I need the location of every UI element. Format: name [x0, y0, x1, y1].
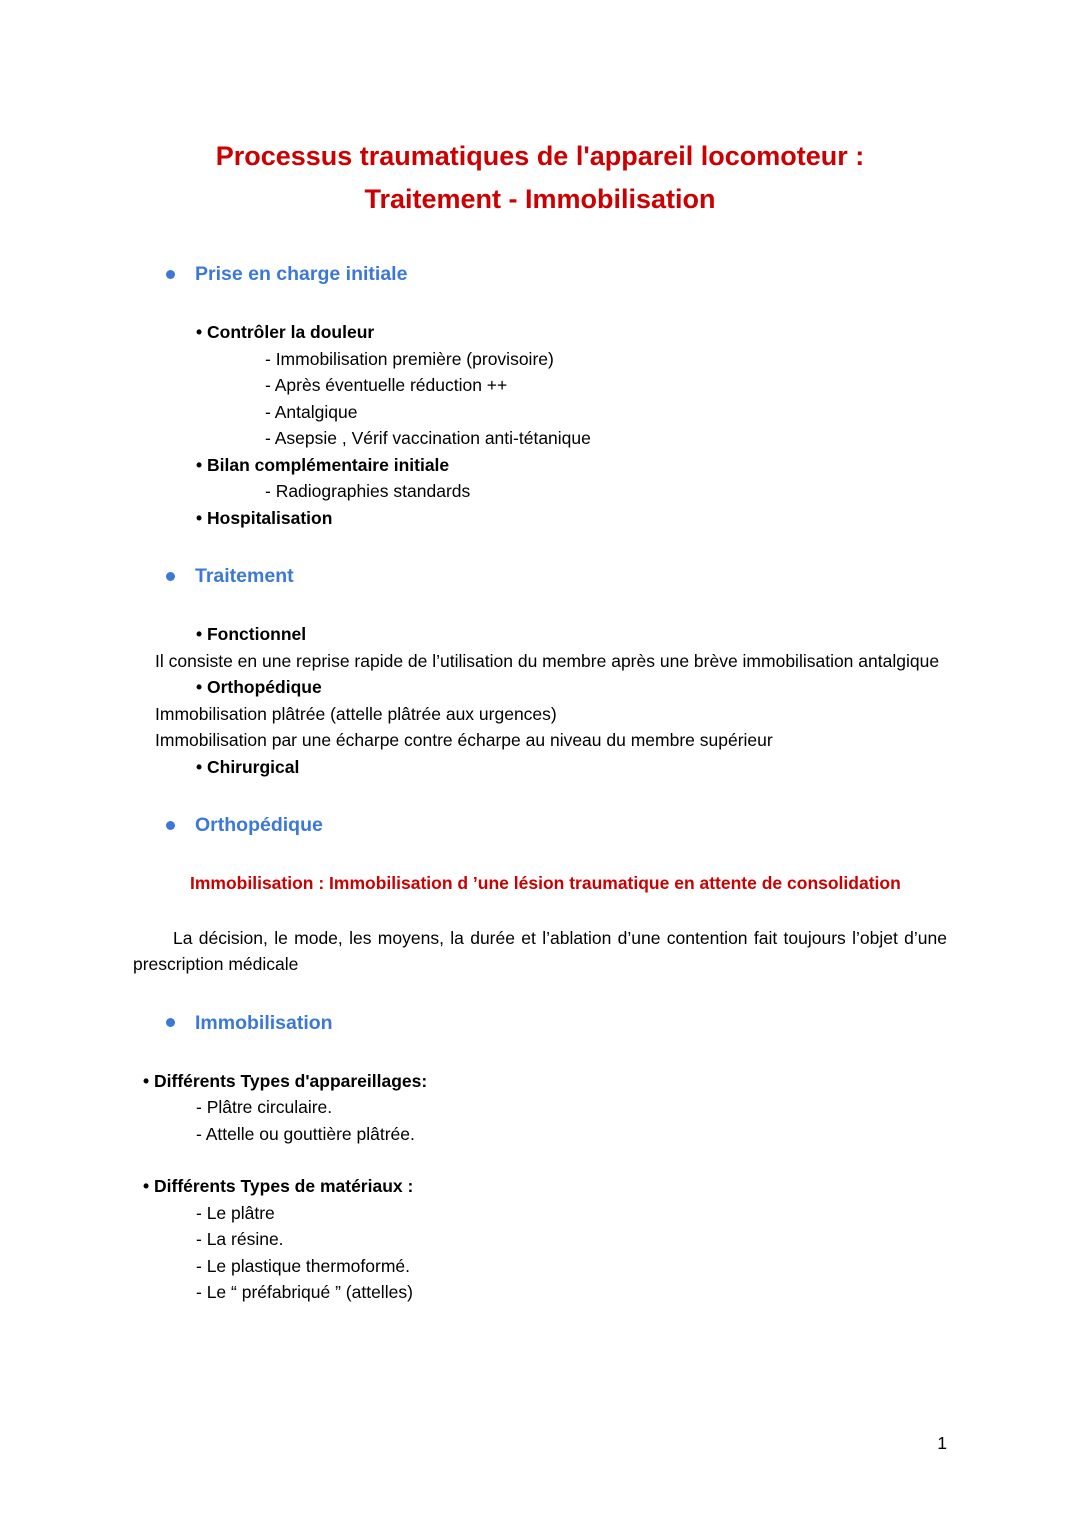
- appareillages-group: [133, 1068, 947, 1148]
- document-title: [133, 135, 947, 221]
- section-heading-label-immobilisation: Immobilisation: [195, 1011, 333, 1034]
- blue-bullet-icon: [166, 270, 175, 279]
- definition-immobilisation: Immobilisation : Immobilisation d ’une lésion traumatique en attente de consolidation: [190, 873, 901, 893]
- blue-bullet-icon: [166, 821, 175, 830]
- sub-item-attelle-gouttiere: - Attelle ou gouttière plâtrée.: [196, 1123, 415, 1144]
- section-heading-traitement: [166, 563, 947, 589]
- section-heading-label-traitement: Traitement: [195, 565, 294, 587]
- ortho-line-echarpe: Immobilisation par une écharpe contre écharpe au niveau du membre supérieur: [155, 730, 773, 750]
- sub-item-apres-reduction: - Après éventuelle réduction ++: [265, 375, 508, 395]
- sub-item-la-resine: - La résine.: [196, 1229, 284, 1249]
- page-number: 1: [937, 1433, 947, 1453]
- blue-bullet-icon: [166, 1018, 175, 1027]
- sub-item-prefabrique: - Le “ préfabriqué ” (attelles): [196, 1282, 413, 1302]
- bullet-item-orthopedique: • Orthopédique: [196, 677, 322, 697]
- group-label-materiaux: • Différents Types de matériaux :: [143, 1176, 414, 1196]
- bullet-item-chirurgical: • Chirurgical: [196, 756, 300, 777]
- ortho-line-platree: Immobilisation plâtrée (attelle plâtrée aux urgences): [155, 703, 557, 724]
- bullet-item-fonctionnel: • Fonctionnel: [196, 624, 307, 644]
- title-line-1: Processus traumatiques de l'appareil locomoteur :: [215, 141, 865, 171]
- bullet-item-hospitalisation: • Hospitalisation: [196, 507, 333, 528]
- materiaux-group: [133, 1173, 947, 1306]
- sub-item-immobilisation-premiere: - Immobilisation première (provisoire): [265, 348, 554, 369]
- sub-item-plastique-thermoforme: - Le plastique thermoformé.: [196, 1255, 410, 1276]
- bullet-item-bilan-complementaire: • Bilan complémentaire initiale: [196, 454, 450, 475]
- section-heading-label-prise-en-charge: Prise en charge initiale: [195, 263, 408, 285]
- bullet-item-controler-douleur: • Contrôler la douleur: [196, 322, 375, 342]
- sub-item-asepsie: - Asepsie , Vérif vaccination anti-tétanique: [265, 428, 591, 448]
- group-label-appareillages: • Différents Types d'appareillages:: [143, 1070, 428, 1091]
- section-heading-orthopedique: [166, 812, 947, 838]
- sub-item-radiographies: - Radiographies standards: [265, 481, 471, 501]
- section-heading-immobilisation: [166, 1010, 947, 1036]
- section-heading-label-orthopedique: Orthopédique: [195, 814, 323, 836]
- section-heading-prise-en-charge: [166, 261, 947, 287]
- sub-item-antalgique: - Antalgique: [265, 401, 358, 422]
- sub-item-platre-circulaire: - Plâtre circulaire.: [196, 1097, 333, 1117]
- title-line-2: Traitement - Immobilisation: [364, 184, 716, 214]
- sub-item-le-platre: - Le plâtre: [196, 1202, 275, 1223]
- paragraph-fonctionnel: Il consiste en une reprise rapide de l’utilisation du membre après une brève immobilisation antalgique: [155, 650, 940, 671]
- blue-bullet-icon: [166, 572, 175, 581]
- paragraph-prescription-medicale: La décision, le mode, les moyens, la durée et l’ablation d’une contention fait toujours l’objet d’une prescription médicale: [133, 927, 947, 974]
